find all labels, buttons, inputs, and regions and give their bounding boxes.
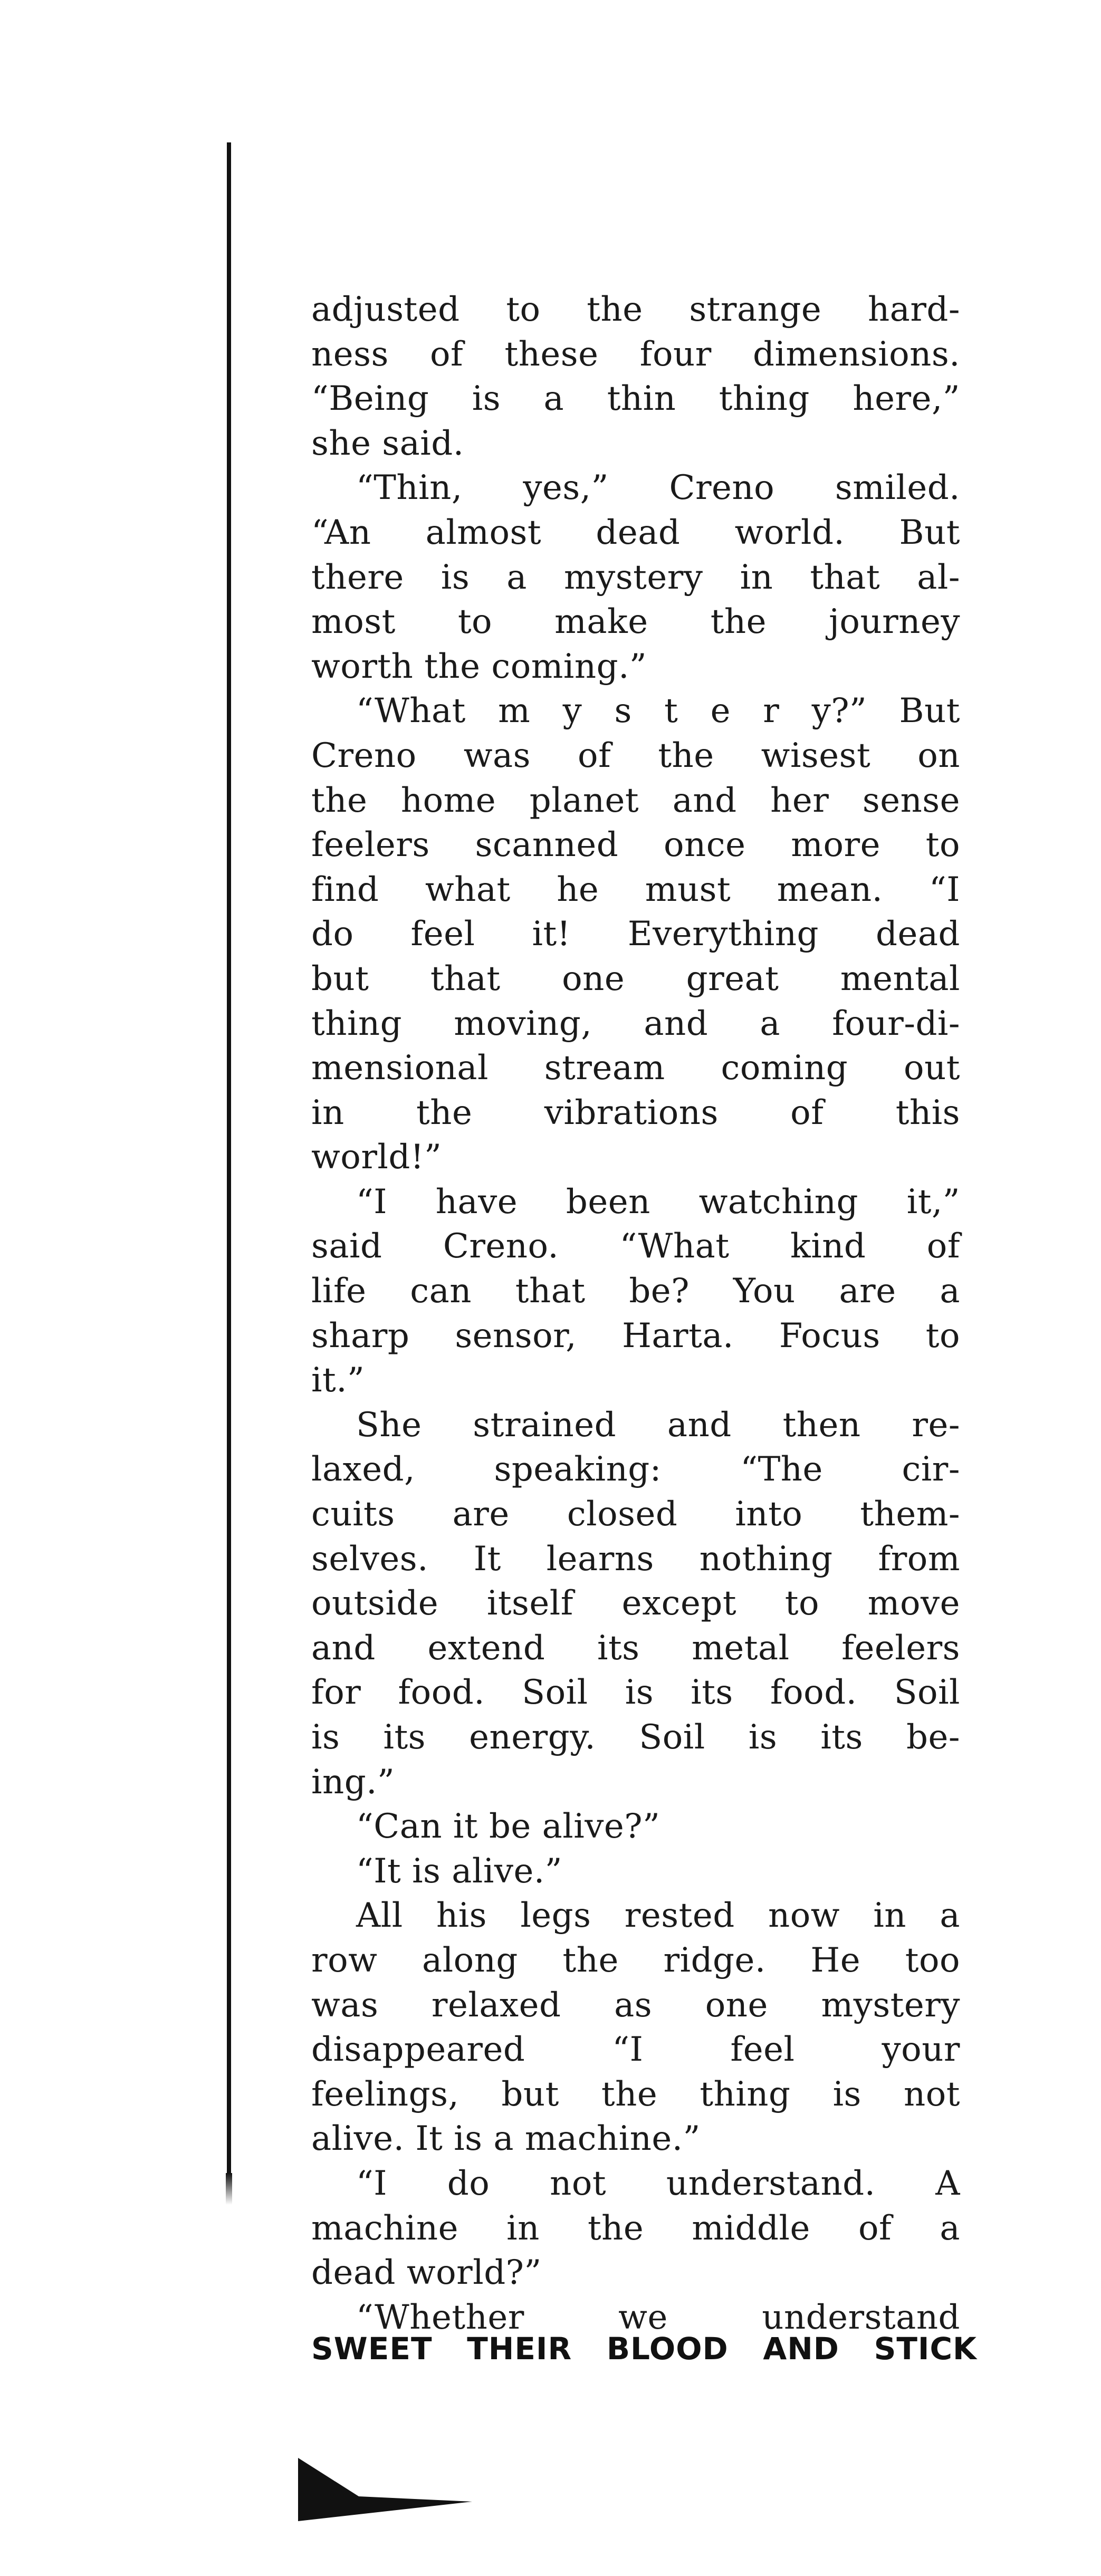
text-line: it.”	[311, 1361, 365, 1400]
text-line: ness of these four dimensions.	[311, 334, 960, 374]
text-line: alive. It is a machine.”	[311, 2119, 701, 2159]
text-line: selves. It learns nothing from	[311, 1539, 960, 1579]
text-line: Creno was of the wisest on	[311, 736, 960, 775]
text-line: ing.”	[311, 1762, 395, 1802]
text-line: for food. Soil is its food. Soil	[311, 1673, 960, 1713]
text-line: “I have been watching it,”	[356, 1182, 960, 1222]
text-column	[311, 287, 960, 2340]
text-line: adjusted to the strange hard-	[311, 290, 960, 329]
text-line: was relaxed as one mystery	[311, 1985, 960, 2025]
text-line: laxed, speaking: “The cir-	[311, 1450, 960, 1489]
text-line: sharp sensor, Harta. Focus to	[311, 1316, 960, 1356]
text-line: All his legs rested now in a	[356, 1896, 960, 1936]
text-line: the home planet and her sense	[311, 781, 960, 820]
text-line: world!”	[311, 1138, 442, 1177]
text-line: and extend its metal feelers	[311, 1628, 960, 1668]
text-line: life can that be? You are a	[311, 1272, 960, 1311]
text-line: most to make the journey	[311, 602, 960, 642]
text-line: “Whether we understand	[356, 2298, 960, 2337]
text-line: feelers scanned once more to	[311, 825, 960, 865]
text-line: “Can it be alive?”	[356, 1807, 660, 1847]
text-line: but that one great mental	[311, 959, 960, 998]
text-line: “I do not understand. A	[356, 2164, 960, 2203]
text-line: worth the coming.”	[311, 647, 647, 686]
text-line: said Creno. “What kind of	[311, 1227, 960, 1266]
text-line: in the vibrations of this	[311, 1093, 960, 1132]
text-line: “Thin, yes,” Creno smiled.	[356, 468, 960, 508]
text-line: “An almost dead world. But	[311, 513, 960, 552]
page-turn-arrow-icon	[295, 2455, 475, 2524]
text-line: cuits are closed into them-	[311, 1495, 960, 1534]
text-line: “Being is a thin thing here,”	[311, 379, 960, 419]
next-story-teaser-line: SWEET THEIR BLOOD AND STICK	[311, 2331, 977, 2367]
text-line: she said.	[311, 424, 464, 463]
left-margin-rule	[227, 142, 231, 2199]
text-line: outside itself except to move	[311, 1584, 960, 1623]
text-line: feelings, but the thing is not	[311, 2074, 960, 2114]
left-margin-rule-end	[226, 2173, 232, 2205]
text-line: is its energy. Soil is its be-	[311, 1718, 960, 1757]
text-line: there is a mystery in that al-	[311, 558, 960, 597]
text-line: find what he must mean. “I	[311, 870, 960, 909]
text-line: dead world?”	[311, 2253, 542, 2293]
text-line: row along the ridge. He too	[311, 1940, 960, 1980]
text-line: disappeared “I feel your	[311, 2030, 960, 2070]
text-line: machine in the middle of a	[311, 2208, 960, 2248]
text-line: “It is alive.”	[356, 1851, 562, 1891]
text-line: mensional stream coming out	[311, 1049, 960, 1088]
text-line: do feel it! Everything dead	[311, 915, 960, 954]
text-line: thing moving, and a four-di-	[311, 1004, 960, 1043]
text-line: “What m y s t e r y?” But	[356, 691, 960, 731]
text-line: She strained and then re-	[356, 1405, 960, 1445]
